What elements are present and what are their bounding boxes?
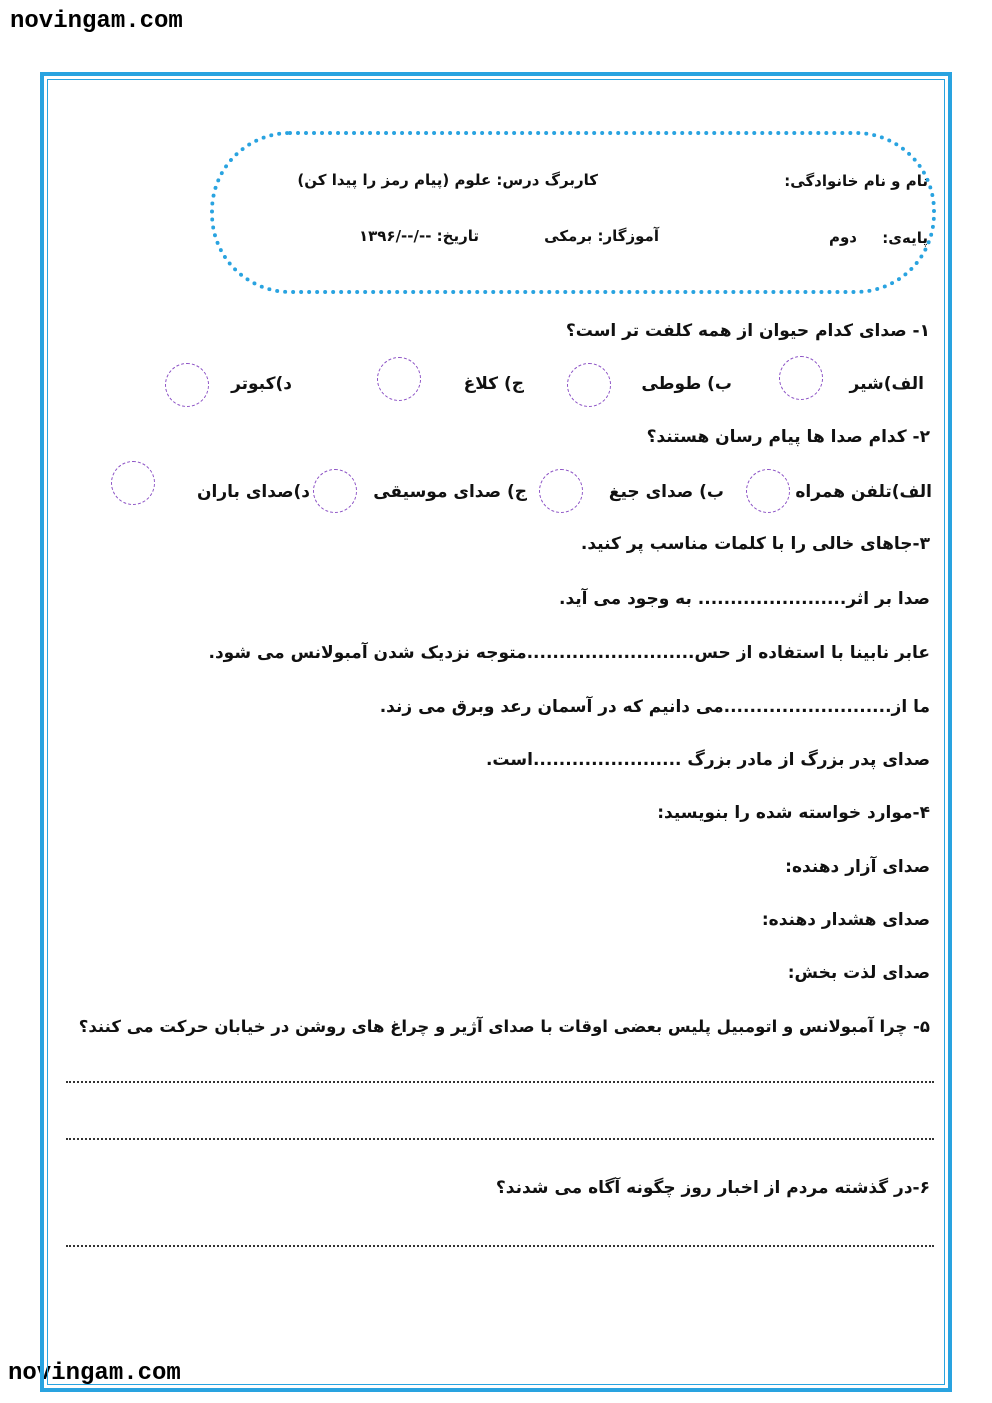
worksheet-title: کاربرگ درس: علوم (پیام رمز را پیدا کن) — [297, 171, 598, 189]
q2-option-d: د)صدای باران — [197, 482, 310, 502]
q2-answer-circle-a[interactable] — [746, 469, 790, 513]
q4-item-warning-sound[interactable]: صدای هشدار دهنده: — [761, 910, 930, 930]
q2-answer-circle-c[interactable] — [313, 469, 357, 513]
q2-option-a: الف)تلفن همراه — [795, 482, 932, 502]
q4-item-annoying-sound[interactable]: صدای آزار دهنده: — [785, 857, 930, 877]
question-2: ۲- کدام صدا ها پیام رسان هستند؟ — [646, 427, 930, 447]
q3-blank-line-1[interactable]: صدا بر اثر....................... به وجود می آید. — [559, 589, 930, 609]
question-5: ۵- چرا آمبولانس و اتومبیل پلیس بعضی اوقات با صدای آژیر و چراغ های روشن در خیابان حرکت می کنند؟ — [78, 1017, 930, 1036]
q6-answer-line[interactable] — [66, 1245, 934, 1247]
grade-value: دوم — [828, 228, 857, 246]
q4-item-pleasant-sound[interactable]: صدای لذت بخش: — [787, 963, 930, 983]
header-box — [210, 131, 936, 294]
q2-option-b: ب) صدای جیغ — [608, 482, 724, 502]
question-3: ۳-جاهای خالی را با کلمات مناسب پر کنید. — [580, 534, 930, 554]
q3-blank-line-4[interactable]: صدای پدر بزرگ از مادر بزرگ .......................است. — [485, 750, 930, 770]
q1-option-d: د)کبوتر — [231, 374, 292, 394]
question-4: ۴-موارد خواسته شده را بنویسید: — [657, 803, 930, 823]
q1-option-b: ب) طوطی — [641, 374, 732, 394]
watermark-bottom: novingam.com — [8, 1360, 181, 1387]
q3-blank-line-2[interactable]: عابر نابینا با استفاده از حس..........................متوجه نزدیک شدن آمبولانس می شود. — [208, 643, 930, 663]
grade-label: پایه‌ی: — [882, 229, 928, 247]
q2-option-c: ج) صدای موسیقی — [373, 482, 527, 502]
name-label: نام و نام خانوادگی: — [784, 172, 928, 190]
q5-answer-line-2[interactable] — [66, 1138, 934, 1140]
q2-answer-circle-b[interactable] — [539, 469, 583, 513]
q5-answer-line-1[interactable] — [66, 1081, 934, 1083]
question-6: ۶-در گذشته مردم از اخبار روز چگونه آگاه می شدند؟ — [495, 1178, 930, 1198]
q1-answer-circle-d[interactable] — [165, 363, 209, 407]
q3-blank-line-3[interactable]: ما از..........................می دانیم که در آسمان رعد وبرق می زند. — [379, 697, 930, 717]
q1-answer-circle-c[interactable] — [377, 357, 421, 401]
q1-option-c: ج) کلاغ — [463, 374, 524, 394]
q1-answer-circle-a[interactable] — [779, 356, 823, 400]
q1-option-a: الف)شیر — [849, 374, 924, 394]
q2-answer-circle-d[interactable] — [111, 461, 155, 505]
teacher-name: آموزگار: برمکی — [544, 227, 659, 245]
watermark-top: novingam.com — [10, 8, 183, 35]
question-1: ۱- صدای کدام حیوان از همه کلفت تر است؟ — [565, 321, 930, 341]
q1-answer-circle-b[interactable] — [567, 363, 611, 407]
date-field: تاریخ: --/--/۱۳۹۶ — [358, 227, 479, 245]
